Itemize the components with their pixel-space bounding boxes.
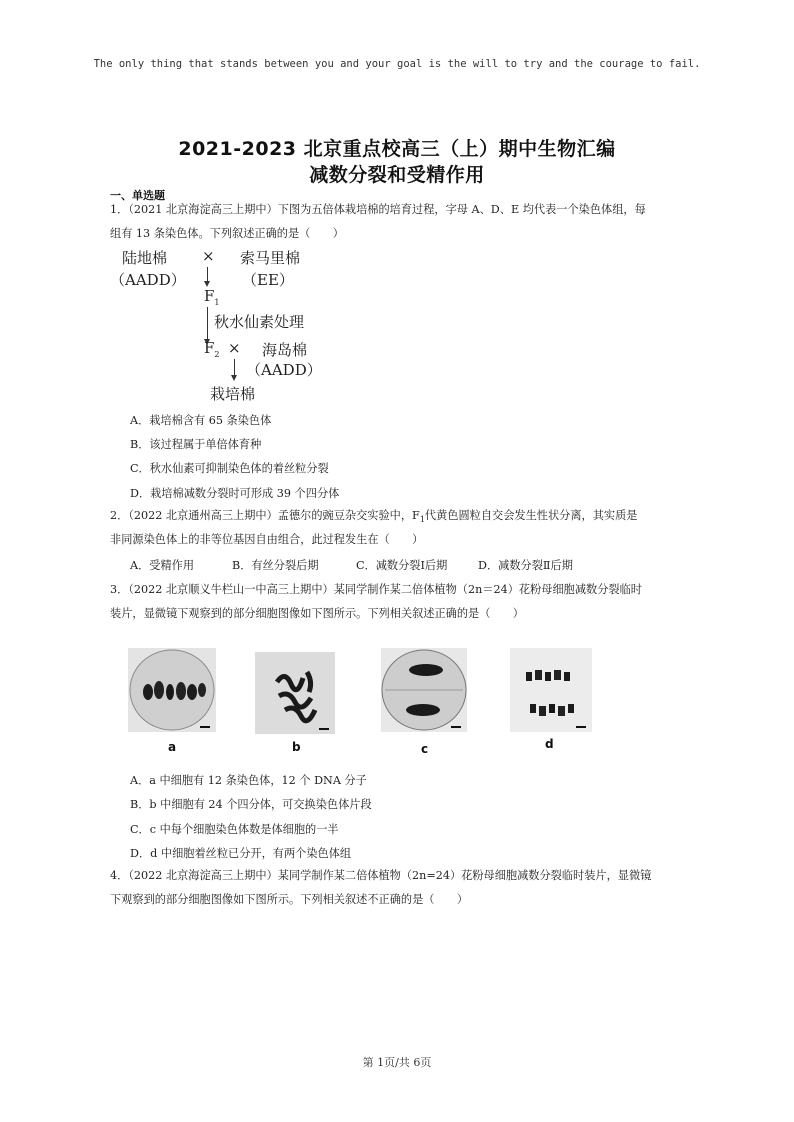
micrograph-c <box>381 648 467 732</box>
q2-option-d: D．减数分裂Ⅱ后期 <box>478 559 573 572</box>
page-subtitle: 减数分裂和受精作用 <box>309 164 485 186</box>
q1-option-b: B．该过程属于单倍体育种 <box>130 438 262 451</box>
q2-option-c: C．减数分裂Ⅰ后期 <box>356 559 448 572</box>
q4-stem-line2: 下观察到的部分细胞图像如下图所示。下列相关叙述不正确的是（ ） <box>110 893 469 906</box>
q1-stem-line2: 组有 13 条染色体。下列叙述正确的是（ ） <box>110 227 344 240</box>
q3-option-d: D．d 中细胞着丝粒已分开，有两个染色体组 <box>130 847 352 860</box>
q1-option-a: A．栽培棉含有 65 条染色体 <box>130 414 272 427</box>
q2-option-b: B．有丝分裂后期 <box>232 559 319 572</box>
parent1-genome: （AADD） <box>110 271 186 289</box>
parent1-name: 陆地棉 <box>122 249 168 267</box>
arrow-head-result <box>231 375 237 381</box>
f2-label: $F_2$ <box>204 339 220 359</box>
cross-symbol-2: × <box>228 339 241 357</box>
q3-option-c: C．c 中每个细胞染色体数是体细胞的一半 <box>130 823 339 836</box>
q1-option-c: C．秋水仙素可抑制染色体的着丝粒分裂 <box>130 462 329 475</box>
parent2-genome: （EE） <box>242 271 294 289</box>
q3-option-a: A．a 中细胞有 12 条染色体，12 个 DNA 分子 <box>130 774 367 787</box>
arrow-to-f2 <box>207 307 208 343</box>
micrograph-d <box>510 648 592 732</box>
caption-c: c <box>421 742 429 756</box>
section-heading: 一、单选题 <box>110 189 165 202</box>
micrograph-b <box>255 652 335 734</box>
q3-stem-line2: 装片，显微镜下观察到的部分细胞图像如下图所示。下列相关叙述正确的是（ ） <box>110 607 524 620</box>
page-number: 第 1页/共 6页 <box>362 1056 432 1069</box>
cross-symbol-1: × <box>202 247 215 265</box>
f1-label: $F_1$ <box>204 287 220 307</box>
q2-stem-line1: 2．（2022 北京通州高三上期中）孟德尔的豌豆杂交实验中，$F_1$代黄色圆粒自交会发生性状分离，其实质是 <box>110 509 638 525</box>
q3-option-b: B．b 中细胞有 24 个四分体，可交换染色体片段 <box>130 798 372 811</box>
q1-option-d: D．栽培棉减数分裂时可形成 39 个四分体 <box>130 487 340 500</box>
header-motto: The only thing that stands between you and your goal is the will to try and the courage to fail. <box>93 58 701 70</box>
q4-stem-line1: 4．（2022 北京海淀高三上期中）某同学制作某二倍体植物（2n=24）花粉母细胞减数分裂临时装片，显微镜 <box>110 869 652 882</box>
caption-a: a <box>168 740 177 754</box>
q2-option-a: A．受精作用 <box>130 559 195 572</box>
treatment-label: 秋水仙素处理 <box>214 313 305 331</box>
caption-b: b <box>292 740 301 754</box>
parent3-name: 海岛棉 <box>262 341 308 359</box>
q2-stem-line2: 非同源染色体上的非等位基因自由组合，此过程发生在（ ） <box>110 533 424 546</box>
parent2-name: 索马里棉 <box>240 249 301 267</box>
micrograph-a <box>128 648 216 732</box>
q1-breeding-diagram <box>110 247 350 407</box>
parent3-genome: （AADD） <box>246 361 322 379</box>
q1-stem-line1: 1．（2021 北京海淀高三上期中）下图为五倍体栽培棉的培育过程，字母 A、D、E 均代表一个染色体组，每 <box>110 203 646 216</box>
caption-d: d <box>545 737 554 751</box>
page-title: 2021-2023 北京重点校高三（上）期中生物汇编 <box>178 138 616 160</box>
result-label: 栽培棉 <box>210 385 256 403</box>
q3-stem-line1: 3．（2022 北京顺义牛栏山一中高三上期中）某同学制作某二倍体植物（2n＝24）花粉母细胞减数分裂临时 <box>110 583 642 596</box>
